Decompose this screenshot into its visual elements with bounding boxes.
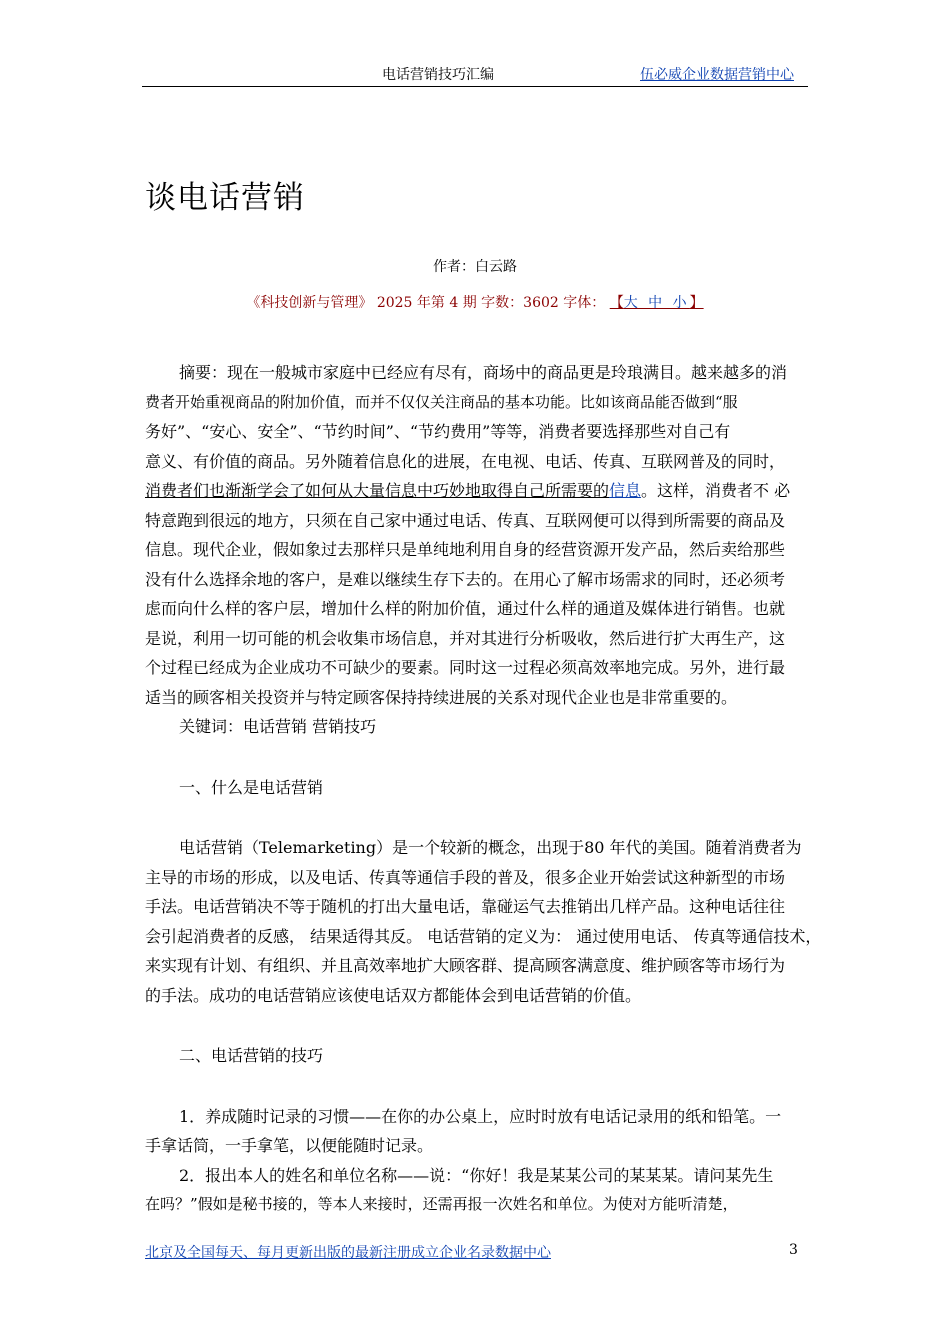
abstract-line: 是说，利用一切可能的机会收集市场信息，并对其进行分析吸收，然后进行扩大再生产，这	[145, 628, 786, 648]
font-size-bracket-open: 【	[609, 295, 624, 311]
info-link[interactable]: 信息	[609, 481, 642, 500]
keywords: 关键词：电话营销 营销技巧	[179, 717, 377, 736]
spacer	[145, 802, 865, 833]
abstract-line: 虑而向什么样的客户层，增加什么样的附加价值，通过什么样的通道及媒体进行销售。也就	[145, 599, 786, 618]
article-title: 谈电话营销	[145, 180, 305, 216]
abstract-line: 费者开始重视商品的附加价值，而并不仅仅关注商品的基本功能。比如该商品能否做到“服	[145, 392, 738, 411]
header-divider	[142, 86, 808, 87]
section1-line: 电话营销（Telemarketing）是一个较新的概念，出现于80 年代的美国。随着消费者为	[179, 838, 802, 857]
section2-line: 1．养成随时记录的习惯——在你的办公桌上，应时时放有电话记录用的纸和铅笔。一	[179, 1106, 782, 1126]
section1-line: 的手法。成功的电话营销应该使电话双方都能体会到电话营销的价值。	[145, 985, 642, 1005]
abstract-line: 务好”、“安心、安全”、“节约时间”、“节约费用”等等，消费者要选择那些对自己有	[145, 422, 731, 441]
spacer	[145, 742, 865, 773]
section-heading: 二、电话营销的技巧	[179, 1046, 324, 1065]
underlined-phrase: 消费者们也渐渐学会了如何从大量信息中巧妙地取得自己所需要的	[145, 481, 610, 500]
section-heading: 一、什么是电话营销	[179, 777, 324, 797]
section1-line: 会引起消费者的反感， 结果适得其反。 电话营销的定义为： 通过使用电话、 传真等通信技术，	[145, 926, 822, 946]
abstract-line: 摘要：现在一般城市家庭中已经应有尽有，商场中的商品更是玲琅满目。越来越多的消	[179, 363, 788, 382]
spacer	[145, 1071, 865, 1102]
abstract-line: 信息。现代企业，假如象过去那样只是单纯地利用自身的经营资源开发产品，然后卖给那些	[145, 540, 786, 559]
article-body	[145, 358, 865, 1220]
font-size-bracket-close: 】	[689, 295, 704, 311]
abstract-line	[145, 476, 865, 506]
header-doc-title: 电话营销技巧汇编	[382, 67, 494, 83]
section2-line: 2．报出本人的姓名和单位名称——说：“你好！我是某某公司的某某某。请问某先生	[179, 1165, 774, 1185]
abstract-line: 个过程已经成为企业成功不可缺少的要素。同时这一过程必须高效率地完成。另外，进行最	[145, 658, 786, 677]
section1-line: 主导的市场的形成，以及电话、传真等通信手段的普及，很多企业开始尝试这种新型的市场	[145, 867, 786, 887]
spacer	[145, 1010, 865, 1041]
section2-line: 手拿话筒，一手拿笔，以便能随时记录。	[145, 1136, 434, 1155]
font-size-options-link[interactable]: 大 中 小	[623, 295, 690, 311]
article-author: 作者：白云路	[433, 259, 517, 275]
abstract-line: 适当的顾客相关投资并与特定顾客保持持续进展的关系对现代企业也是非常重要的。	[145, 687, 738, 707]
section2-line: 在吗？”假如是秘书接的，等本人来接时，还需再报一次姓名和单位。为使对方能听清楚，	[145, 1195, 738, 1213]
article-source	[0, 292, 950, 312]
abstract-line: 意义、有价值的商品。另外随着信息化的进展，在电视、电话、传真、互联网普及的同时，	[145, 451, 786, 471]
abstract-line: 特意跑到很远的地方，只须在自己家中通过电话、传真、互联网便可以得到所需要的商品及	[145, 510, 786, 530]
section1-line: 来实现有计划、有组织、并且高效率地扩大顾客群、提高顾客满意度、维护顾客等市场行为	[145, 956, 786, 975]
page-number: 3	[789, 1242, 798, 1258]
font-size-switcher	[610, 295, 704, 311]
abstract-text: 。这样，消费者不 必	[641, 481, 791, 500]
source-text: 《科技创新与管理》 2025 年第 4 期 字数：3602 字体：	[246, 295, 606, 311]
abstract-line: 没有什么选择余地的客户，是难以继续生存下去的。在用心了解市场需求的同时，还必须考	[145, 569, 786, 589]
section1-line: 手法。电话营销决不等于随机的打出大量电话，靠碰运气去推销出几样产品。这种电话往往	[145, 897, 786, 916]
header-link[interactable]: 伍必威企业数据营销中心	[640, 67, 794, 83]
footer-link[interactable]: 北京及全国每天、每月更新出版的最新注册成立企业名录数据中心	[145, 1245, 551, 1261]
